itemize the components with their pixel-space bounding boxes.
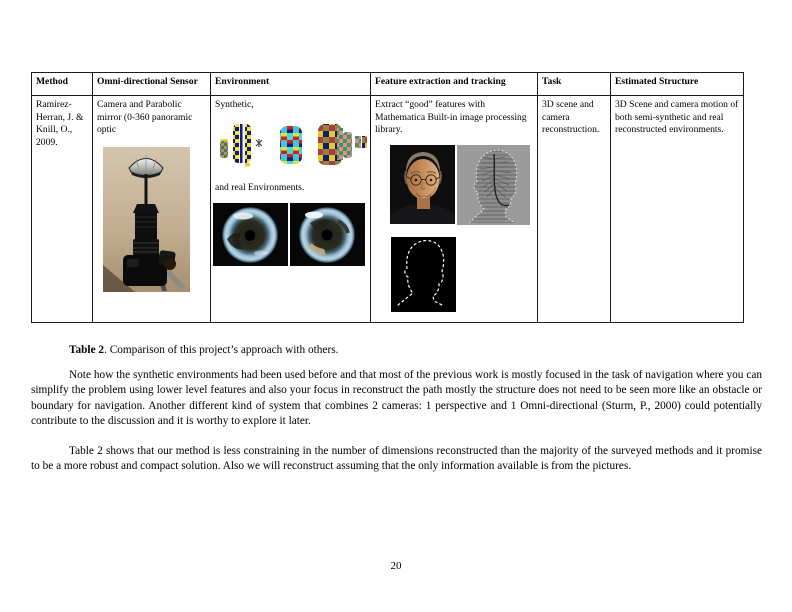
table-row — [32, 96, 744, 323]
cell-environment — [211, 96, 371, 323]
table-caption-text: . Comparison of this project’s approach with others. — [104, 344, 339, 356]
feature-text: Extract “good” features with Mathematica Built-in image processing library. — [375, 99, 527, 136]
edge-silhouette-image — [391, 237, 456, 312]
feature-image-row — [390, 145, 533, 225]
table-caption-label: Table 2 — [69, 344, 105, 356]
table-caption — [31, 344, 792, 356]
cell-task — [538, 96, 611, 323]
page-number: 20 — [390, 560, 402, 572]
header-feature: Feature extraction and tracking — [371, 73, 538, 96]
sensor-text: Camera and Parabolic mirror (0-360 panoramic optic — [97, 99, 193, 136]
body-text — [31, 368, 762, 488]
cell-feature — [371, 96, 538, 323]
header-structure: Estimated Structure — [611, 73, 744, 96]
header-method: Method — [32, 73, 93, 96]
header-environment: Environment — [211, 73, 371, 96]
omnidirectional-capture-left — [213, 203, 288, 266]
cell-method — [32, 96, 93, 323]
environment-real-text: and real Environments. — [215, 181, 305, 193]
cell-sensor — [93, 96, 211, 323]
camera-parabolic-mirror-image — [103, 147, 190, 292]
synthetic-environment-image — [215, 119, 367, 169]
paragraph-1: Note how the synthetic environments had been used before and that most of the previous work is mostly focused in the task of navigation where you can simplify the problem using lower level features and also your focus in reconstruct the path mostly the structure does not need to be seen more like an obstacle or boundary for navigation. Another different kind of system that combines 2 cameras: 1 perspective and 1 Omni-directional (Sturm, P., 2000) could potentially contribute to the discussion and it is worthy to explore it later. — [31, 369, 762, 428]
method-text: Ramirez-Herran, J. & Knill, O., 2009. — [36, 99, 84, 148]
structure-text: 3D Scene and camera motion of both semi-synthetic and real reconstructed environments. — [615, 99, 739, 136]
comparison-table — [31, 72, 744, 323]
cell-structure — [611, 96, 744, 323]
omnidirectional-captures-image — [213, 203, 365, 266]
face-photo-image — [390, 145, 455, 224]
paragraph-2: Table 2 shows that our method is less constraining in the number of dimensions reconstructed than the majority of the surveyed methods and it promise to be a more robust and compact solution. Also we will reconstruct assuming that the only information available is from the pictures. — [31, 444, 762, 473]
gradient-features-image — [457, 145, 530, 225]
environment-synthetic-text: Synthetic, — [215, 99, 254, 110]
omnidirectional-capture-right — [290, 203, 365, 266]
header-task: Task — [538, 73, 611, 96]
header-sensor: Omni-directional Sensor — [93, 73, 211, 96]
task-text: 3D scene and camera reconstruction. — [542, 99, 600, 136]
table-header-row — [32, 73, 744, 96]
